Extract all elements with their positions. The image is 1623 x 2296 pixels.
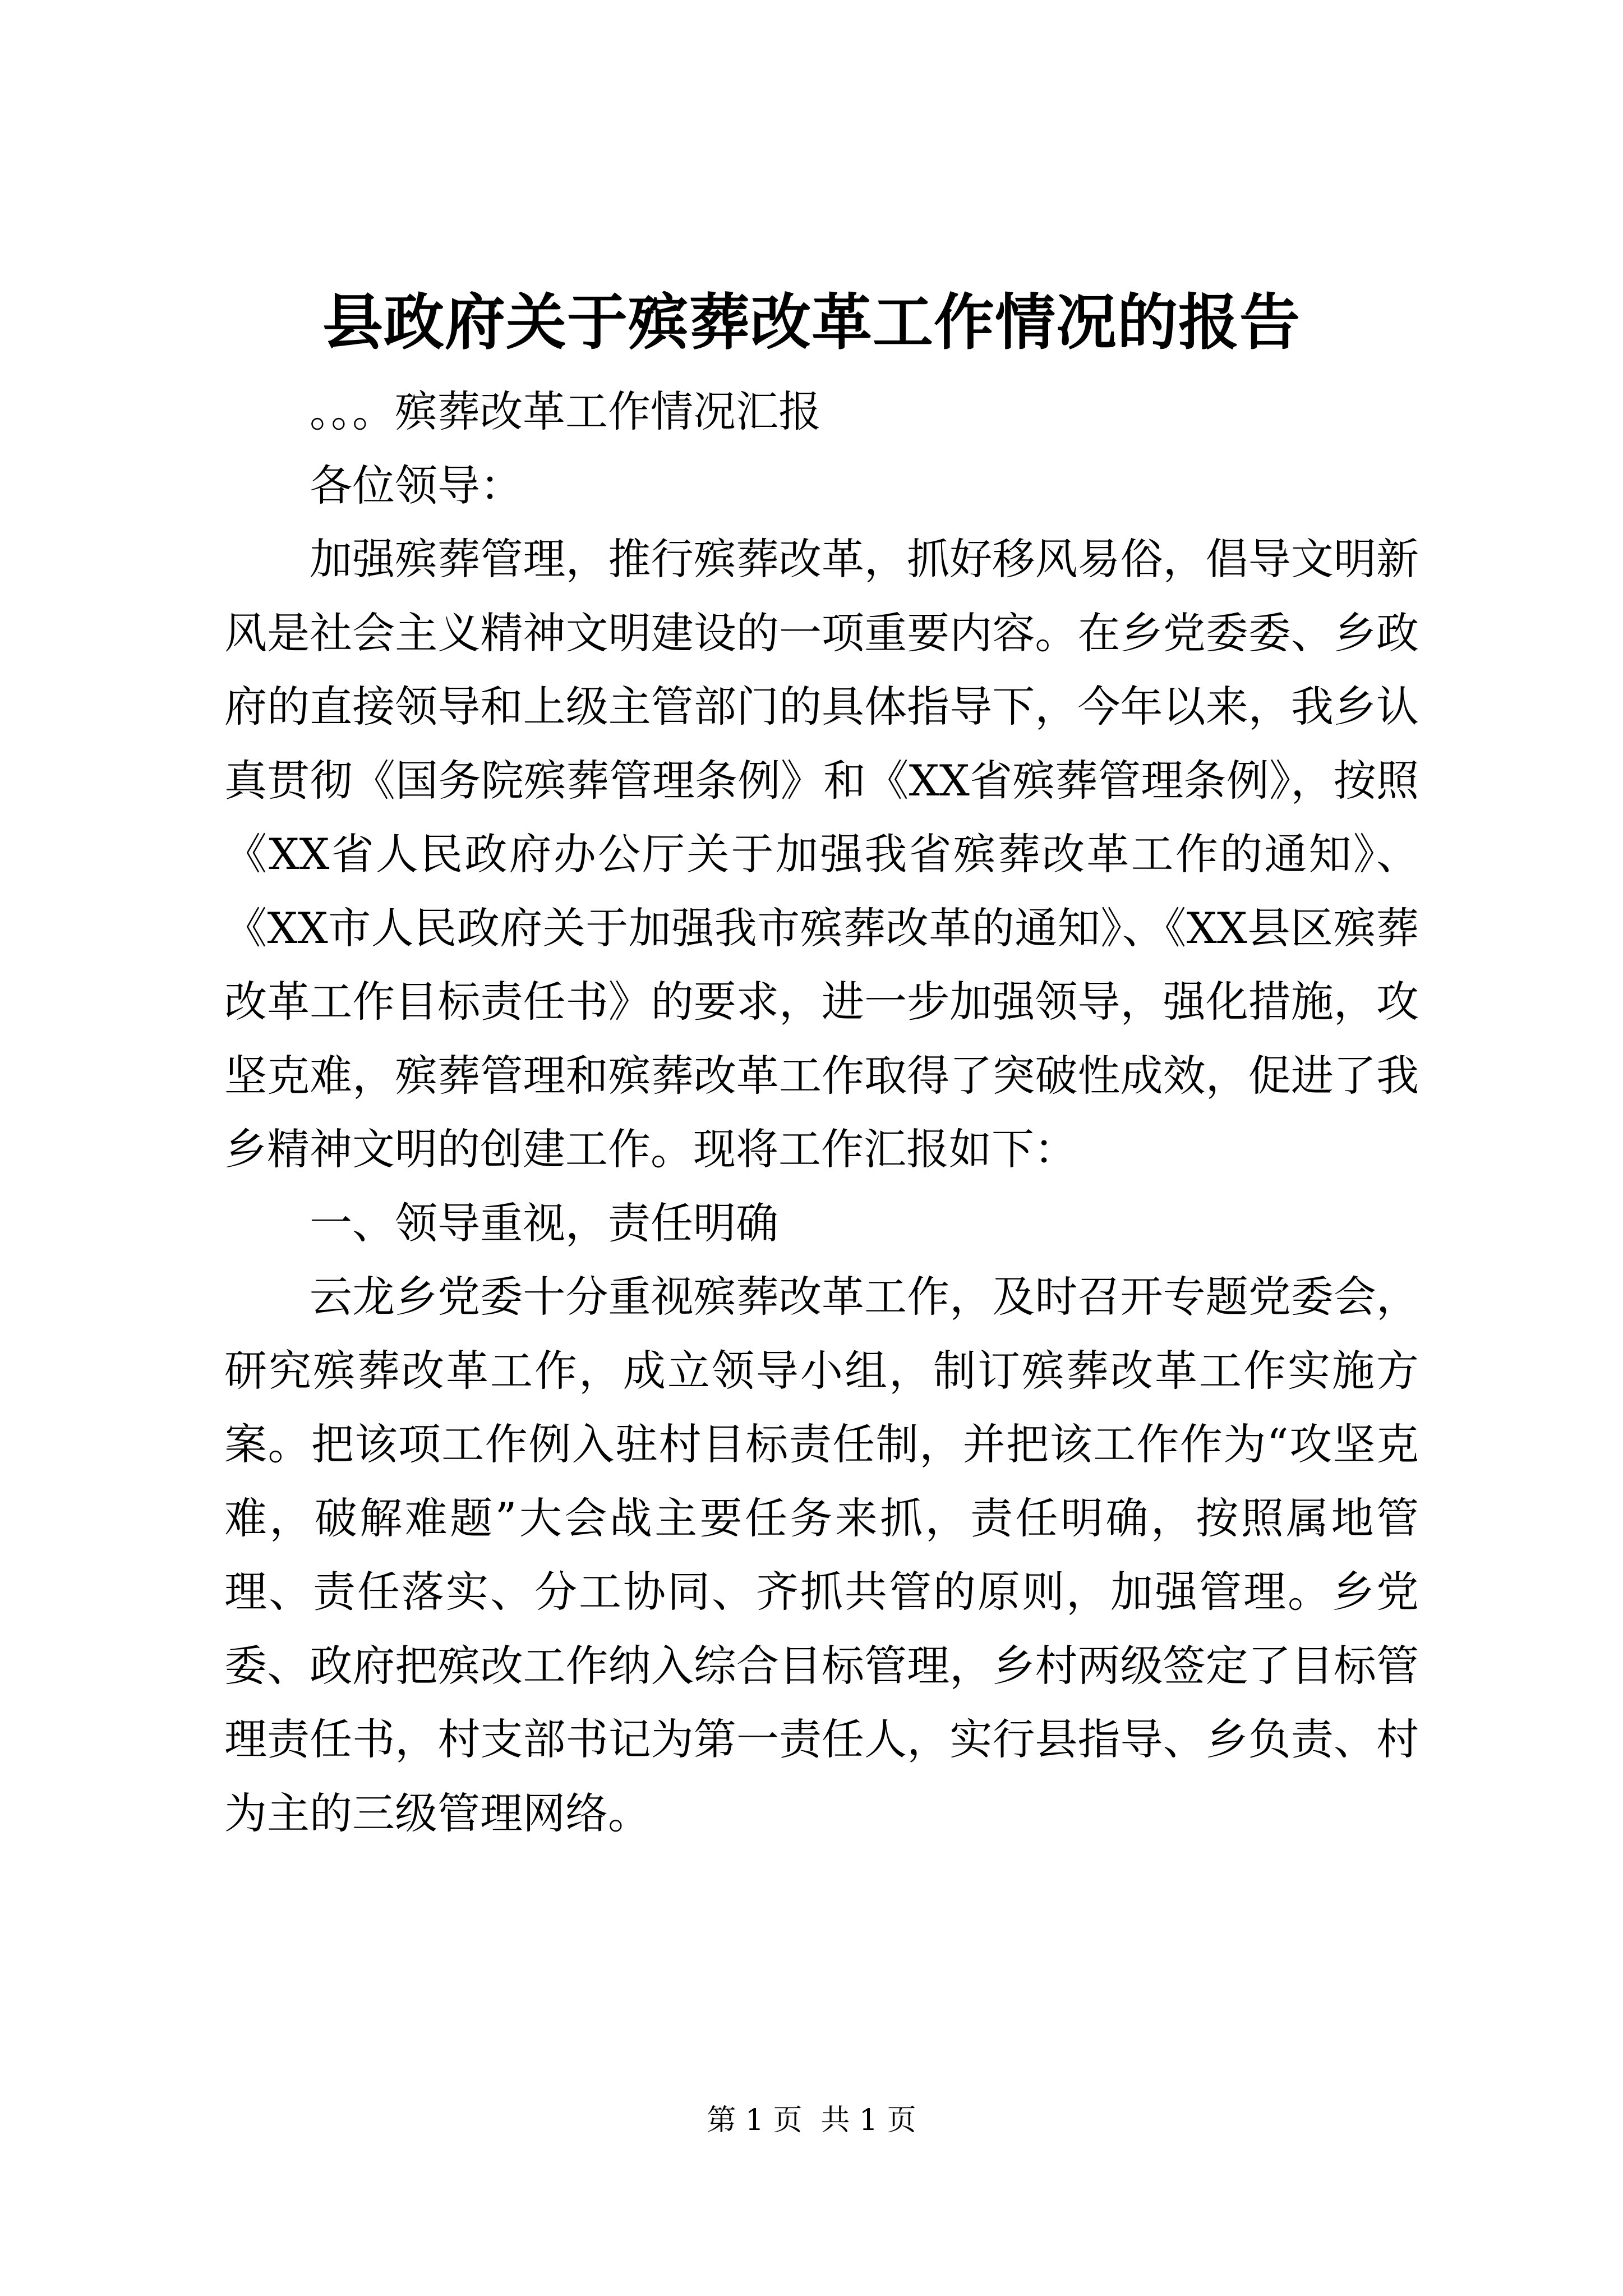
document-body [224,375,1419,1850]
page-footer [0,2098,1623,2143]
section-heading-1: 一、领导重视，责任明确 [310,1198,778,1248]
document-title: 县政府关于殡葬改革工作情况的报告 [322,287,1301,358]
page-number: 第 1 页 共 1 页 [707,2104,916,2137]
paragraph-section-1: 云龙乡党委十分重视殡葬改革工作，及时召开专题党委会，研究殡葬改革工作，成立领导小组，制订殡葬改革工作实施方案。把该项工作例入驻村目标责任制，并把该工作作为“攻坚克难，破解难题”大会战主要任务来抓，责任明确，按照属地管理、责任落实、分工协同、齐抓共管的原则，加强管理。乡党委、政府把殡改工作纳入综合目标管理，乡村两级签定了目标管理责任书，村支部书记为第一责任人，实行县指导、乡负责、村为主的三级管理网络。 [224,1272,1419,1838]
salutation: 各位领导： [310,460,523,510]
document-subtitle: 。。。殡葬改革工作情况汇报 [310,386,821,436]
paragraph-intro: 加强殡葬管理，推行殡葬改革，抓好移风易俗，倡导文明新风是社会主义精神文明建设的一项重要内容。在乡党委委、乡政府的直接领导和上级主管部门的具体指导下，今年以来，我乡认真贯彻《国务院殡葬管理条例》和《XX省殡葬管理条例》，按照《XX省人民政府办公厅关于加强我省殡葬改革工作的通知》、《XX市人民政府关于加强我市殡葬改革的通知》、《XX县区殡葬改革工作目标责任书》的要求，进一步加强领导，强化措施，攻坚克难，殡葬管理和殡葬改革工作取得了突破性成效，促进了我乡精神文明的创建工作。现将工作汇报如下： [224,534,1419,1174]
